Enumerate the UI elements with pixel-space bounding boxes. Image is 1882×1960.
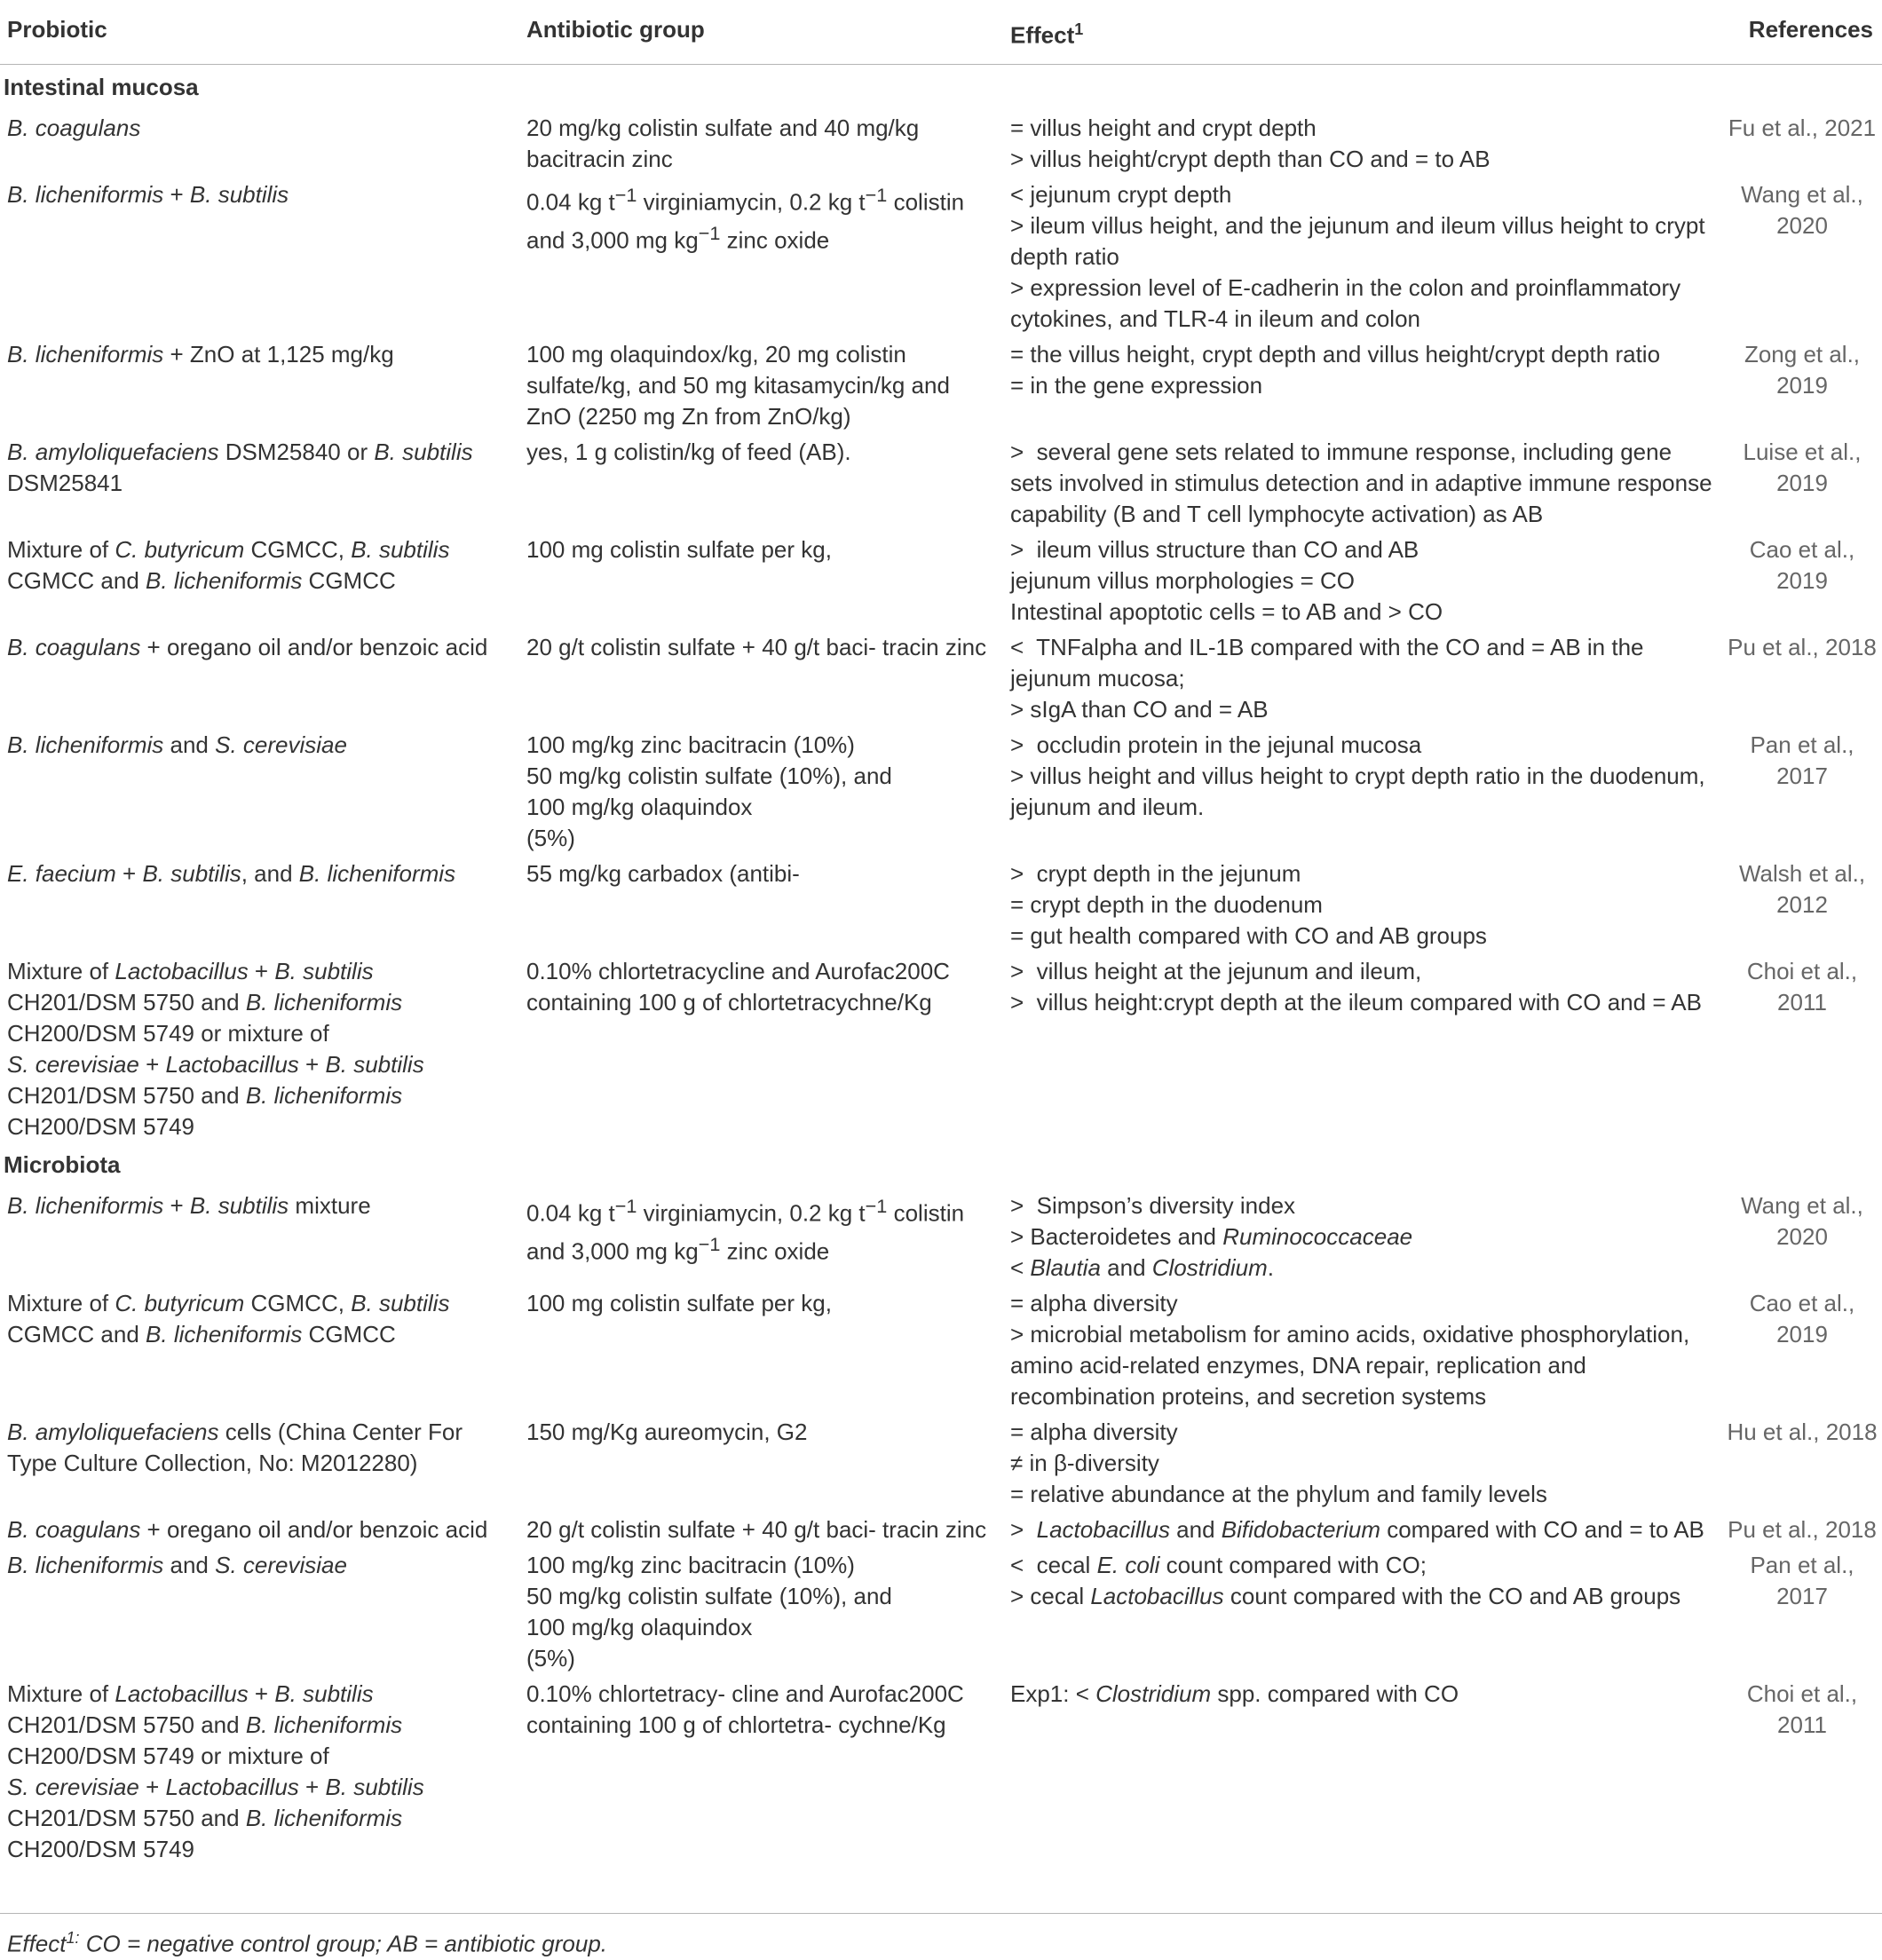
cell-reference: Choi et al., 2011 bbox=[1746, 1679, 1858, 1738]
effect-line: > villus height:crypt depth at the ileum compared with CO and = AB bbox=[1010, 988, 1702, 1016]
effect-line: = crypt depth in the duodenum bbox=[1010, 890, 1323, 918]
effect-line: = villus height and crypt depth bbox=[1010, 114, 1317, 141]
header-effect-sup: 1 bbox=[1074, 20, 1084, 38]
effect-line: = in the gene expression bbox=[1010, 371, 1263, 399]
cell-probiotic: Mixture of Lactobacillus + B. subtilis CH201/DSM 5750 and B. licheniformis CH200/DSM 5749 or mixture of S. cerevisiae + Lactobacillus + B. subtilis CH201/DSM 5750 and B. licheniformis CH200/DSM 5749 bbox=[7, 1679, 424, 1862]
effect-line: Intestinal apoptotic cells = to AB and > CO bbox=[1010, 597, 1443, 625]
cell-effect bbox=[1003, 1412, 1722, 1510]
cell-antibiotic-group: 0.10% chlortetracycline and Aurofac200C containing 100 g of chlortetracychne/Kg bbox=[526, 957, 950, 1016]
cell-effect bbox=[1003, 1510, 1722, 1545]
cell-effect bbox=[1003, 1545, 1722, 1674]
cell-antibiotic-group: 100 mg colistin sulfate per kg, bbox=[526, 535, 832, 563]
effect-line: < jejunum crypt depth bbox=[1010, 180, 1232, 208]
effect-line: > villus height and villus height to crypt depth ratio in the duodenum, jejunum and ileum. bbox=[1010, 762, 1705, 820]
cell-reference: Wang et al., 2020 bbox=[1741, 1191, 1863, 1250]
effect-line: < TNFalpha and IL-1B compared with the CO and = AB in the jejunum mucosa; bbox=[1010, 633, 1644, 692]
cell-probiotic: B. amyloliquefaciens cells (China Center For Type Culture Collection, No: M2012280) bbox=[7, 1418, 463, 1476]
cell-reference: Cao et al., 2019 bbox=[1749, 535, 1855, 594]
table-row bbox=[0, 854, 1882, 952]
effect-line: > ileum villus height, and the jejunum and ileum villus height to crypt depth ratio bbox=[1010, 211, 1705, 270]
cell-antibiotic-group: 100 mg/kg zinc bacitracin (10%) 50 mg/kg colistin sulfate (10%), and 100 mg/kg olaquindox (5%) bbox=[526, 731, 892, 851]
table-row bbox=[0, 335, 1882, 432]
effect-line: jejunum villus morphologies = CO bbox=[1010, 566, 1356, 594]
cell-probiotic: B. licheniformis + B. subtilis mixture bbox=[7, 1191, 371, 1219]
header-probiotic: Probiotic bbox=[0, 0, 519, 64]
cell-effect bbox=[1003, 952, 1722, 1142]
cell-probiotic: B. amyloliquefaciens DSM25840 or B. subtilis DSM25841 bbox=[7, 438, 473, 496]
effect-line: = alpha diversity bbox=[1010, 1418, 1178, 1445]
cell-antibiotic-group: 0.04 kg $t^{-1}$ virginiamycin, 0.2 kg $t^{-1}$ colistin and 3,000 mg $kg^{-1}$ zinc oxide bbox=[526, 1194, 965, 1265]
cell-probiotic: B. coagulans + oregano oil and/or benzoic acid bbox=[7, 633, 488, 660]
footnote-text: CO = negative control group; AB = antibiotic group. bbox=[79, 1930, 607, 1957]
table-row bbox=[0, 1510, 1882, 1545]
effect-line: = alpha diversity bbox=[1010, 1289, 1178, 1316]
cell-antibiotic-group: 20 mg/kg colistin sulfate and 40 mg/kg bacitracin zinc bbox=[526, 114, 920, 172]
table-row bbox=[0, 1186, 1882, 1284]
cell-antibiotic-group: yes, 1 g colistin/kg of feed (AB). bbox=[526, 438, 851, 465]
cell-reference: Pan et al., 2017 bbox=[1750, 731, 1854, 789]
cell-reference: Fu et al., 2021 bbox=[1728, 114, 1877, 141]
table-row bbox=[0, 175, 1882, 335]
header-effect-label: Effect bbox=[1010, 21, 1075, 49]
effect-line: > villus height/crypt depth than CO and = to AB bbox=[1010, 145, 1491, 172]
table-row bbox=[0, 1412, 1882, 1510]
section-row bbox=[0, 64, 1882, 108]
header-references: References bbox=[1722, 0, 1882, 64]
cell-reference: Luise et al., 2019 bbox=[1743, 438, 1862, 496]
cell-reference: Hu et al., 2018 bbox=[1727, 1418, 1878, 1445]
cell-effect bbox=[1003, 108, 1722, 175]
effect-line: > expression level of E-cadherin in the colon and proinflammatory cytokines, and TLR-4 in ileum and colon bbox=[1010, 273, 1681, 332]
table-row bbox=[0, 628, 1882, 725]
effect-line: = relative abundance at the phylum and family levels bbox=[1010, 1480, 1547, 1507]
cell-effect bbox=[1003, 725, 1722, 854]
effect-line: ≠ in β-diversity bbox=[1010, 1449, 1159, 1476]
cell-probiotic: E. faecium + B. subtilis, and B. licheniformis bbox=[7, 859, 456, 887]
effect-line: > crypt depth in the jejunum bbox=[1010, 859, 1301, 887]
cell-probiotic: B. coagulans bbox=[7, 114, 141, 141]
effect-line: > Simpson’s diversity index bbox=[1010, 1191, 1296, 1219]
cell-reference: Zong et al., 2019 bbox=[1744, 340, 1861, 399]
table-row bbox=[0, 1674, 1882, 1865]
effect-line: > sIgA than CO and = AB bbox=[1010, 695, 1269, 723]
cell-effect bbox=[1003, 1284, 1722, 1412]
cell-reference: Choi et al., 2011 bbox=[1746, 957, 1858, 1016]
cell-antibiotic-group: 100 mg/kg zinc bacitracin (10%) 50 mg/kg colistin sulfate (10%), and 100 mg/kg olaquindox (5%) bbox=[526, 1551, 892, 1672]
effect-line: > cecal Lactobacillus count compared with the CO and AB groups bbox=[1010, 1582, 1681, 1609]
table-row bbox=[0, 530, 1882, 628]
cell-antibiotic-group: 100 mg colistin sulfate per kg, bbox=[526, 1289, 832, 1316]
cell-antibiotic-group: 0.10% chlortetracy- cline and Aurofac200C containing 100 g of chlortetra- cychne/Kg bbox=[526, 1679, 964, 1738]
cell-antibiotic-group: 0.04 kg $t^{-1}$ virginiamycin, 0.2 kg $t^{-1}$ colistin and 3,000 mg $kg^{-1}$ zinc oxide bbox=[526, 183, 965, 254]
cell-effect bbox=[1003, 1186, 1722, 1284]
cell-effect bbox=[1003, 530, 1722, 628]
cell-antibiotic-group: 100 mg olaquindox/kg, 20 mg colistin sulfate/kg, and 50 mg kitasamycin/kg and ZnO (2250 mg Zn from ZnO/kg) bbox=[526, 340, 950, 430]
cell-probiotic: B. licheniformis and S. cerevisiae bbox=[7, 1551, 347, 1578]
effect-line: > occludin protein in the jejunal mucosa bbox=[1010, 731, 1422, 758]
cell-reference: Cao et al., 2019 bbox=[1749, 1289, 1855, 1348]
cell-effect bbox=[1003, 628, 1722, 725]
cell-effect bbox=[1003, 335, 1722, 432]
cell-reference: Pan et al., 2017 bbox=[1750, 1551, 1854, 1609]
cell-effect bbox=[1003, 1674, 1722, 1865]
effect-line: > Bacteroidetes and Ruminococcaceae bbox=[1010, 1222, 1413, 1250]
table-row bbox=[0, 725, 1882, 854]
table-row bbox=[0, 952, 1882, 1142]
table-row bbox=[0, 1545, 1882, 1674]
cell-probiotic: B. licheniformis + B. subtilis bbox=[7, 180, 289, 208]
effect-line: = the villus height, crypt depth and villus height/crypt depth ratio bbox=[1010, 340, 1661, 368]
cell-reference: Pu et al., 2018 bbox=[1728, 633, 1877, 660]
cell-probiotic: B. licheniformis and S. cerevisiae bbox=[7, 731, 347, 758]
effect-line: > ileum villus structure than CO and AB bbox=[1010, 535, 1419, 563]
effect-line: Exp1: < Clostridium spp. compared with CO bbox=[1010, 1679, 1459, 1707]
table-row bbox=[0, 108, 1882, 175]
cell-reference: Pu et al., 2018 bbox=[1728, 1515, 1877, 1543]
cell-probiotic: Mixture of Lactobacillus + B. subtilis CH201/DSM 5750 and B. licheniformis CH200/DSM 5749 or mixture of S. cerevisiae + Lactobacillus + B. subtilis CH201/DSM 5750 and B. licheniformis CH200/DSM 5749 bbox=[7, 957, 424, 1140]
table-row bbox=[0, 432, 1882, 530]
cell-effect bbox=[1003, 432, 1722, 530]
cell-reference: Walsh et al., 2012 bbox=[1738, 859, 1866, 918]
cell-antibiotic-group: 150 mg/Kg aureomycin, G2 bbox=[526, 1418, 808, 1445]
table-body bbox=[0, 64, 1882, 1865]
effect-line: < cecal E. coli count compared with CO; bbox=[1010, 1551, 1427, 1578]
cell-antibiotic-group: 20 g/t colistin sulfate + 40 g/t baci- tracin zinc bbox=[526, 633, 987, 660]
header-antibiotic-group: Antibiotic group bbox=[519, 0, 1003, 64]
cell-effect bbox=[1003, 854, 1722, 952]
section-title: Microbiota bbox=[4, 1150, 121, 1178]
footnote-label: Effect bbox=[7, 1930, 67, 1957]
footnote-sup: 1: bbox=[66, 1929, 80, 1947]
table-header-row bbox=[0, 0, 1882, 64]
cell-probiotic: Mixture of C. butyricum CGMCC, B. subtilis CGMCC and B. licheniformis CGMCC bbox=[7, 1289, 450, 1348]
cell-reference: Wang et al., 2020 bbox=[1741, 180, 1863, 239]
effect-line: > villus height at the jejunum and ileum, bbox=[1010, 957, 1422, 984]
cell-probiotic: Mixture of C. butyricum CGMCC, B. subtilis CGMCC and B. licheniformis CGMCC bbox=[7, 535, 450, 594]
effect-line: > microbial metabolism for amino acids, oxidative phosphorylation, amino acid-related enzymes, DNA repair, replication and recombination proteins, and secretion systems bbox=[1010, 1320, 1690, 1410]
effect-line: > several gene sets related to immune response, including gene sets involved in stimulus detection and in adaptive immune response capability (B and T cell lymphocyte activation) as AB bbox=[1010, 438, 1712, 527]
section-title: Intestinal mucosa bbox=[4, 73, 199, 100]
cell-antibiotic-group: 55 mg/kg carbadox (antibi- bbox=[526, 859, 800, 887]
cell-probiotic: B. licheniformis + ZnO at 1,125 mg/kg bbox=[7, 340, 394, 368]
cell-probiotic: B. coagulans + oregano oil and/or benzoic acid bbox=[7, 1515, 488, 1543]
table-row bbox=[0, 1284, 1882, 1412]
header-effect bbox=[1003, 0, 1722, 64]
table-footnote bbox=[0, 1913, 1882, 1960]
cell-effect bbox=[1003, 175, 1722, 335]
cell-antibiotic-group: 20 g/t colistin sulfate + 40 g/t baci- tracin zinc bbox=[526, 1515, 987, 1543]
effect-line: > Lactobacillus and Bifidobacterium compared with CO and = to AB bbox=[1010, 1515, 1704, 1543]
effect-line: < Blautia and Clostridium. bbox=[1010, 1253, 1275, 1281]
effect-line: = gut health compared with CO and AB groups bbox=[1010, 921, 1487, 949]
section-row bbox=[0, 1142, 1882, 1186]
